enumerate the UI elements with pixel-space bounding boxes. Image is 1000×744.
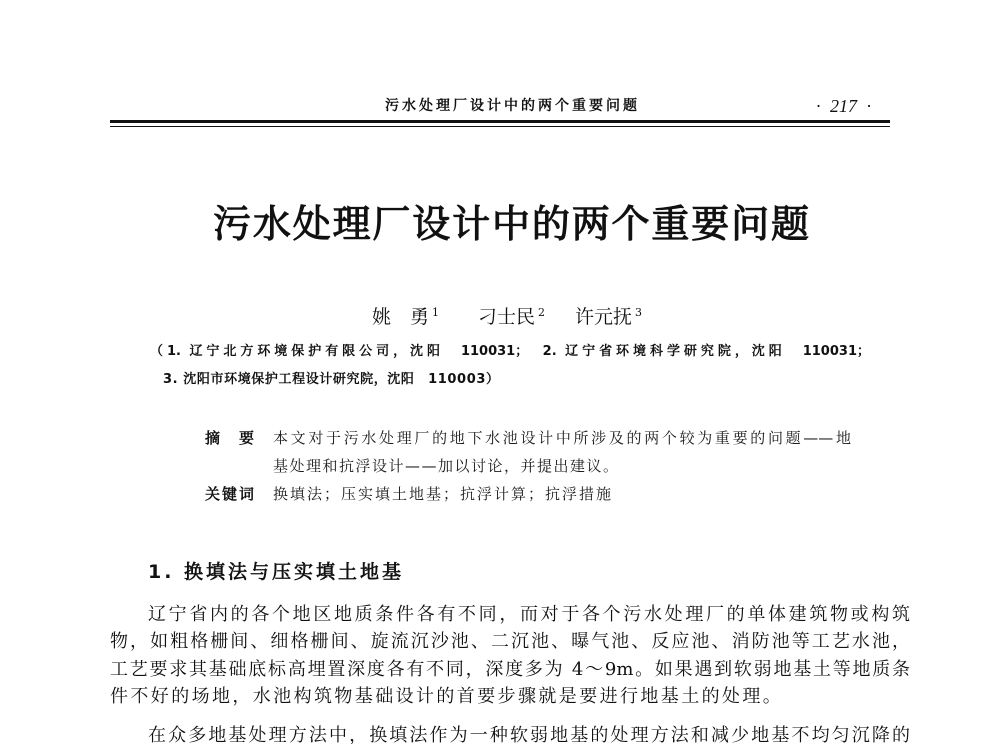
article-title: 污水处理厂设计中的两个重要问题 [213,201,809,246]
author-affiliation-marker: 2 [538,305,546,319]
page-number: · 217 · [816,96,871,116]
author [478,305,545,329]
abstract-label: 摘 要 [205,429,257,447]
abstract-line: 基处理和抗浮设计——加以讨论，并提出建议。 [273,457,620,475]
header-rule-thin [110,126,890,127]
body-line: 工艺要求其基础底标高埋置深度各有不同，深度多为 4～9m。如果遇到软弱地基土等地质条 [110,659,910,680]
author [372,305,439,329]
keywords-text: 换填法；压实填土地基；抗浮计算；抗浮措施 [273,485,614,503]
author-affiliation-marker: 3 [635,305,643,319]
affiliation-line: （1. 辽宁北方环境保护有限公司，沈阳 110031； 2. 辽宁省环境科学研究院，沈阳 110031； [150,344,870,359]
abstract-line: 本文对于污水处理厂的地下水池设计中所涉及的两个较为重要的问题——地 [273,429,851,447]
section-heading: 1. 换填法与压实填土地基 [148,561,405,583]
author-name: 许元抚 [575,306,633,328]
affiliation-line: 3. 沈阳市环境保护工程设计研究院，沈阳 110003） [163,372,500,387]
author-name: 姚 勇 [372,306,430,328]
keywords-label: 关键词 [205,485,257,503]
header-rule-thick [110,120,890,123]
body-line: 物，如粗格栅间、细格栅间、旋流沉沙池、二沉池、曝气池、反应池、消防池等工艺水池， [110,631,910,652]
body-line: 辽宁省内的各个地区地质条件各有不同，而对于各个污水处理厂的单体建筑物或构筑 [148,604,910,625]
author [575,305,642,329]
body-line: 件不好的场地，水池构筑物基础设计的首要步骤就是要进行地基土的处理。 [110,686,784,707]
author-name: 刁士民 [478,306,536,328]
section-body [0,590,1000,744]
author-affiliation-marker: 1 [432,305,440,319]
running-header-title: 污水处理厂设计中的两个重要问题 [385,98,640,114]
body-line: 在众多地基处理方法中，换填法作为一种软弱地基的处理方法和减少地基不均匀沉降的 [148,725,910,744]
